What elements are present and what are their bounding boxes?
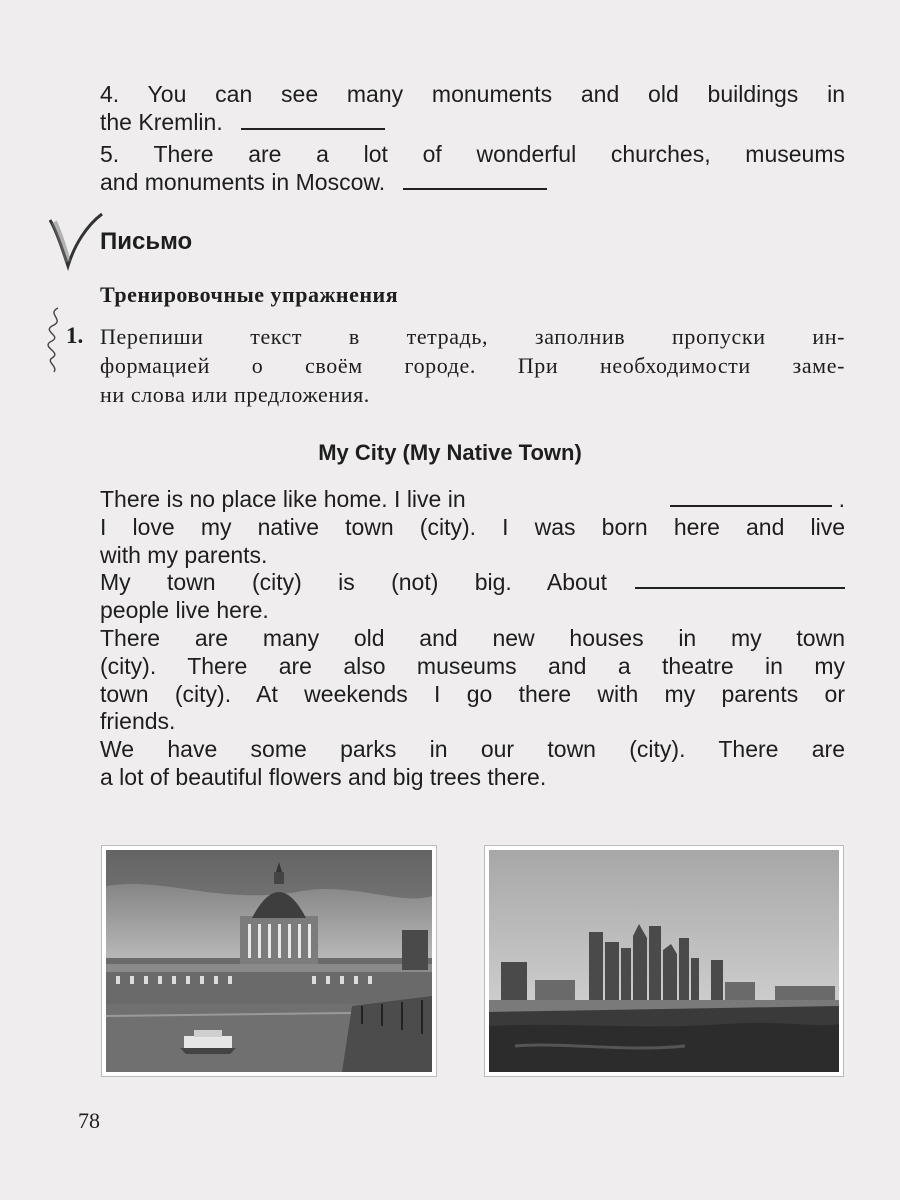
item-4-answer-blank[interactable] — [241, 127, 385, 130]
item-4-text: the Kremlin. — [100, 109, 223, 135]
population-blank[interactable] — [635, 569, 845, 589]
item-4-line-1: 4. You can see many monuments and old buildings in — [100, 81, 845, 107]
essay-text — [100, 486, 845, 792]
section-heading: Письмо — [100, 228, 193, 255]
essay-line — [100, 736, 845, 764]
essay-title: My City (My Native Town) — [318, 440, 582, 465]
page-number: 78 — [78, 1108, 100, 1133]
essay-line — [100, 486, 845, 514]
essay-line-text: (city). There are also museums and a theatre in my — [100, 652, 845, 679]
essay-line-text: There is no place like home. I live in — [100, 486, 466, 512]
item-5-line-1: 5. There are a lot of wonderful churches, museums — [100, 141, 845, 167]
essay-line — [100, 597, 845, 625]
period: . — [838, 486, 845, 512]
instruction-line: формацией о своём городе. При необходимости заме- — [100, 353, 845, 378]
essay-line-text: with my parents. — [100, 541, 268, 568]
checkmark-icon — [46, 210, 106, 272]
photo-moscow-city — [484, 845, 844, 1077]
photo-st-isaac-cathedral — [101, 845, 437, 1077]
city-name-blank[interactable] — [670, 487, 832, 507]
essay-line — [100, 708, 845, 736]
essay-line-text: town (city). At weekends I go there with my parents or — [100, 680, 845, 707]
essay-line-text: people live here. — [100, 597, 269, 624]
essay-line — [100, 625, 845, 653]
skyscrapers-image — [485, 846, 843, 1076]
essay-line-text: We have some parks in our town (city). There are — [100, 736, 845, 763]
item-5-answer-blank[interactable] — [403, 187, 547, 190]
task-instruction — [100, 322, 845, 409]
essay-line — [100, 764, 845, 792]
essay-line — [100, 569, 845, 597]
cathedral-river-image — [102, 846, 436, 1076]
item-5-text: and monuments in Moscow. — [100, 169, 386, 195]
task-number: 1. — [66, 323, 84, 348]
essay-line-text: friends. — [100, 708, 176, 735]
section-subheading: Тренировочные упражнения — [100, 282, 399, 307]
essay-line-text: My town (city) is (not) big. About — [100, 569, 607, 596]
instruction-line: Перепиши текст в тетрадь, заполнив пропуски ин- — [100, 324, 845, 349]
essay-line — [100, 681, 845, 709]
essay-line-end — [670, 486, 845, 514]
essay-line-text: I love my native town (city). I was born here and live — [100, 513, 845, 540]
essay-line-text: There are many old and new houses in my town — [100, 624, 845, 651]
essay-line-text: a lot of beautiful flowers and big trees there. — [100, 763, 547, 790]
essay-line — [100, 653, 845, 681]
essay-line — [100, 542, 845, 570]
item-5-line-2 — [100, 168, 845, 196]
instruction-line: ни слова или предложения. — [100, 382, 370, 407]
essay-line — [100, 514, 845, 542]
item-4-line-2 — [100, 108, 845, 136]
squiggle-icon — [40, 306, 68, 374]
